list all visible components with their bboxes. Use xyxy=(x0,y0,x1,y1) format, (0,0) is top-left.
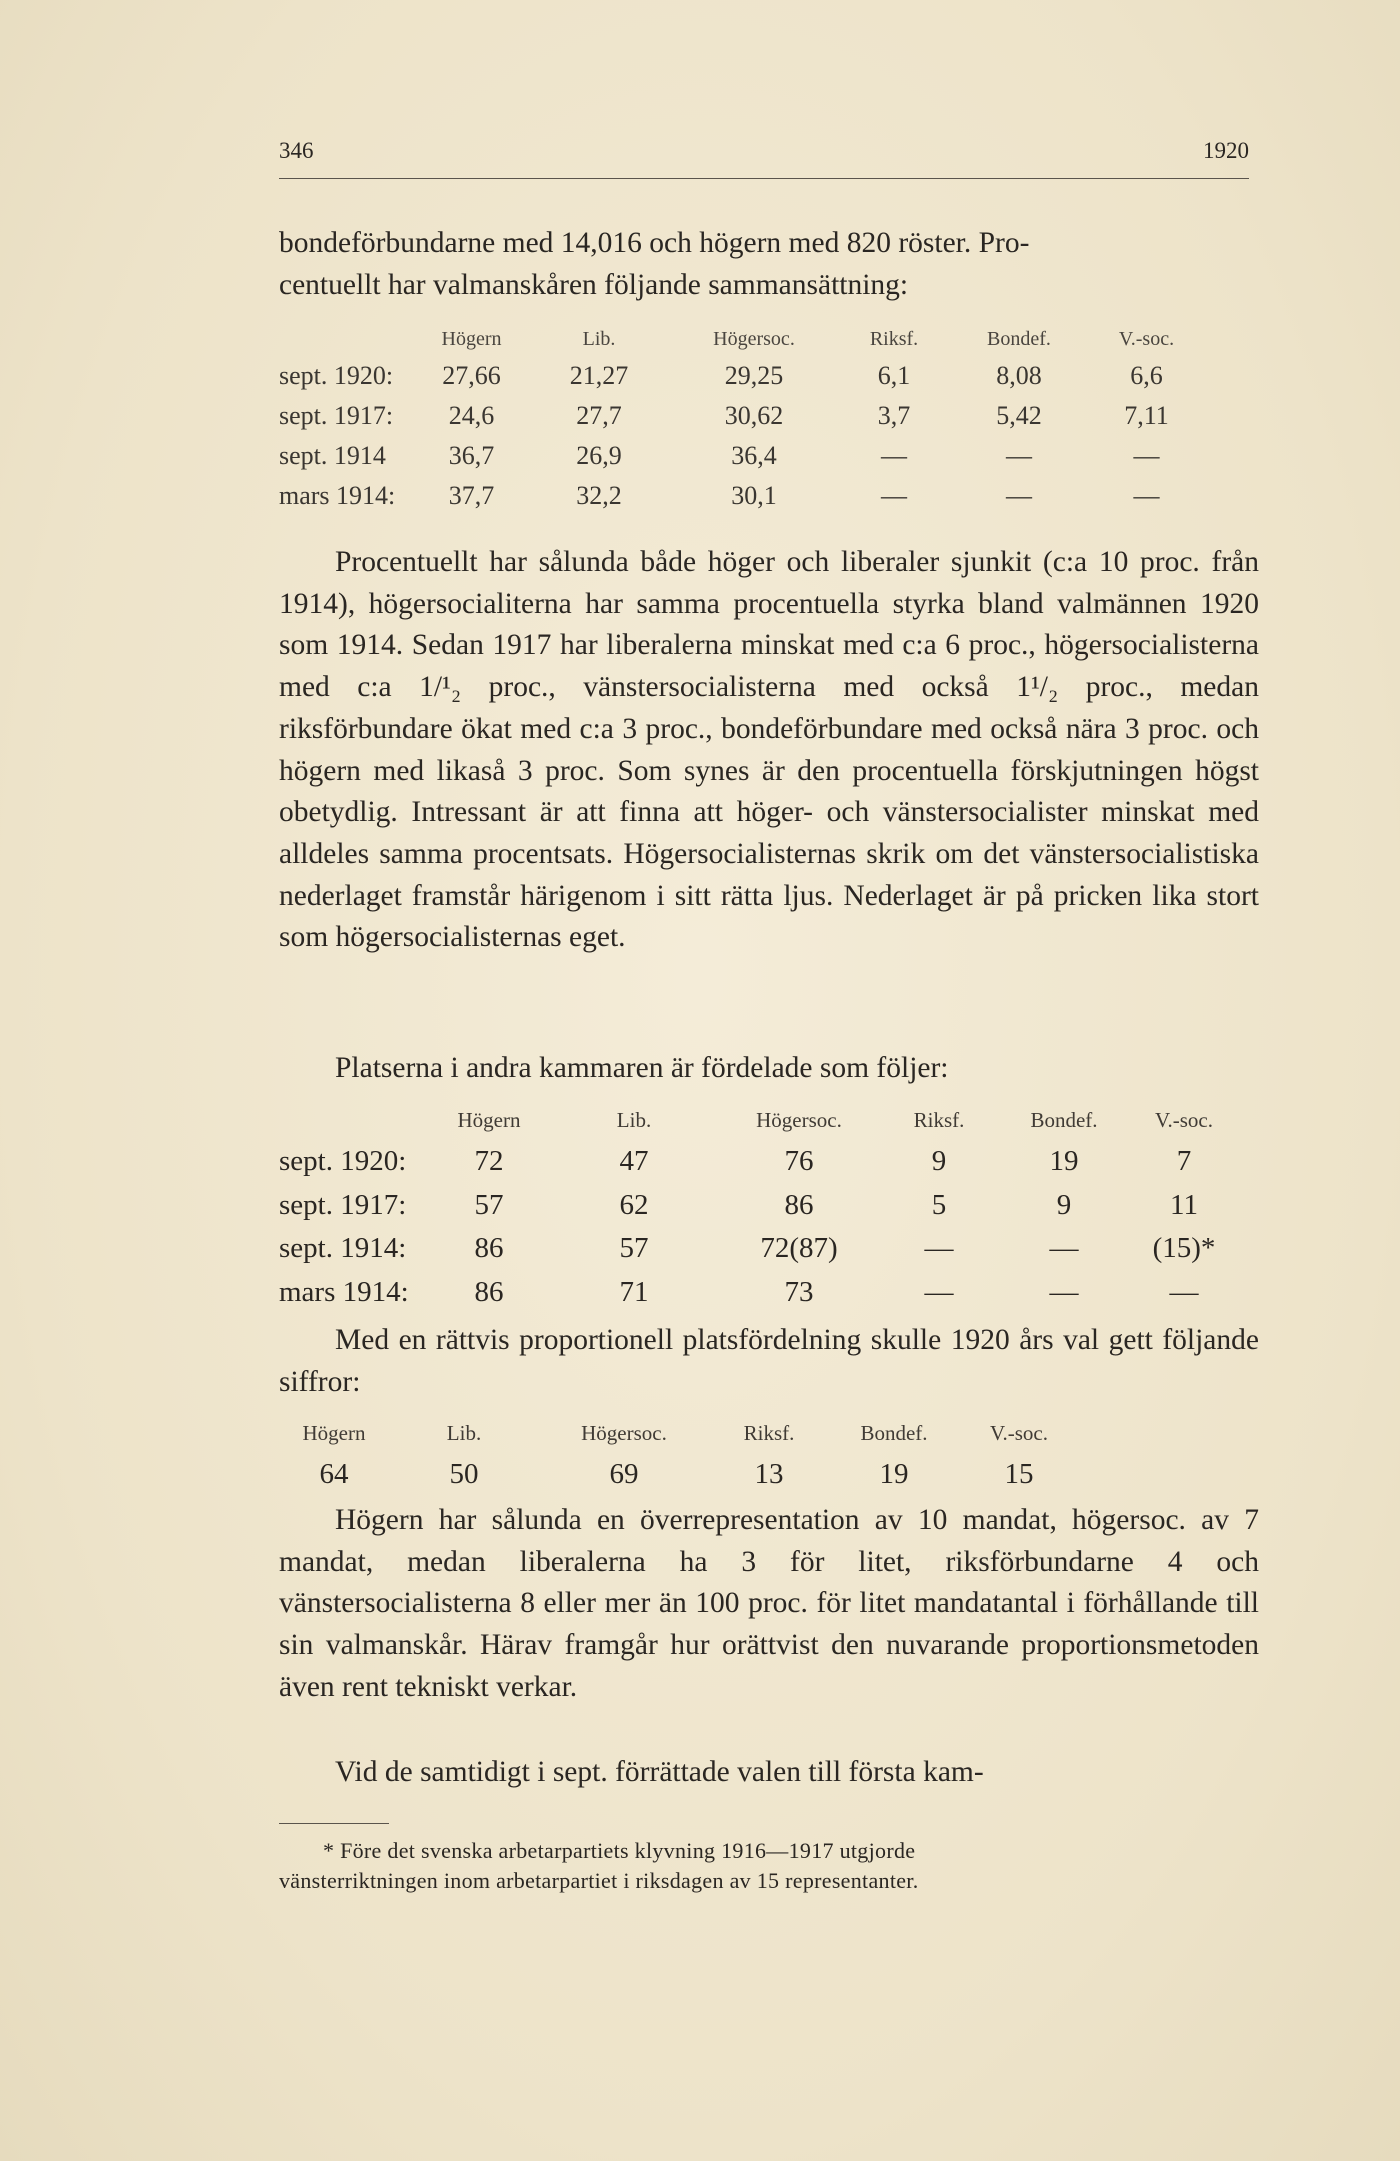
table-cell: 36,4 xyxy=(731,441,777,470)
table-cell: 57 xyxy=(474,1188,504,1221)
row-label: sept. 1920: xyxy=(279,1145,407,1178)
table-cell: — xyxy=(1133,441,1160,470)
table-row xyxy=(279,1140,1239,1184)
table-row xyxy=(279,356,1209,396)
proportional-table xyxy=(279,1413,1079,1495)
row-label: sept. 1917: xyxy=(279,401,394,430)
table-cell: 5 xyxy=(931,1188,947,1221)
table-cell: — xyxy=(881,441,907,470)
footnote-rule xyxy=(279,1823,389,1824)
paragraph-seats-intro: Platserna i andra kammaren är fördelade som följer: xyxy=(335,1052,949,1084)
seats-table xyxy=(279,1100,1239,1314)
paragraph-line: bondeförbundarne med 14,016 och högern med 820 röster. Pro- xyxy=(279,227,1030,259)
table-cell: 62 xyxy=(619,1188,649,1221)
table-header-cell: V.-soc. xyxy=(1118,327,1175,350)
footnote-line: * Före det svenska arbetarpartiets klyvning 1916—1917 utgjorde xyxy=(323,1838,916,1863)
table-cell: 30,62 xyxy=(724,401,784,430)
table-cell: — xyxy=(1006,441,1032,470)
table-cell: 8,08 xyxy=(996,361,1042,390)
paragraph-proportional: Med en rättvis proportionell platsfördelning skulle 1920 års val gett följande siffror: xyxy=(279,1324,1259,1398)
footnote xyxy=(279,1836,1269,1896)
table-header-cell: Högersoc. xyxy=(713,327,795,350)
table-cell: 71 xyxy=(619,1275,649,1308)
header-year: 1920 xyxy=(1203,138,1249,163)
table-cell: 76 xyxy=(784,1145,814,1178)
table-cell: 19 xyxy=(879,1457,909,1490)
table-header-cell: Bondef. xyxy=(1030,1107,1098,1132)
table-cell: 24,6 xyxy=(448,401,495,430)
table-header-row xyxy=(279,1413,1079,1453)
table-header-cell: Högersoc. xyxy=(581,1420,667,1445)
row-label: sept. 1914: xyxy=(279,1232,407,1265)
table-cell: 86 xyxy=(474,1232,504,1265)
table-header-cell: Riksf. xyxy=(869,327,919,350)
paragraph-analysis: Procentuellt har sålunda både höger och liberaler sjunkit (c:a 10 proc. från 1914), högersocialiterna har samma procentuella styrka bland valmännen 1920 som 1914. Sedan 1917 har liberalerna minskat med c:a 6 proc., högersocialisterna med c:a 1/¹₂ proc., vänstersocialisterna med också 1¹/₂ proc., medan riksförbundare ökat med c:a 3 proc., bondeförbundare med också nära 3 proc. och högern med likaså 3 proc. Som synes är den procentuella förskjutningen högst obetydlig. Intressant är att finna att höger- och vänstersocialister minskat med alldeles samma procentsats. Högersocialisternas skrik om det vänstersocialistiska nederlaget framstår härigenom i sitt rätta ljus. Nederlaget är på pricken lika stort som högersocialisternas eget. xyxy=(279,546,1259,954)
table-cell: 50 xyxy=(449,1457,479,1490)
table-cell: 13 xyxy=(754,1457,784,1490)
footnote-line: vänsterriktningen inom arbetarpartiet i riksdagen av 15 representanter. xyxy=(279,1868,919,1893)
paragraph-intro xyxy=(279,223,1259,306)
table-row xyxy=(279,1184,1239,1228)
table-header-row xyxy=(279,322,1209,356)
table-row xyxy=(279,396,1209,436)
table-cell: — xyxy=(924,1232,954,1265)
table-header-cell: Högern xyxy=(302,1420,366,1445)
page-header xyxy=(279,138,1249,179)
row-label: mars 1914: xyxy=(279,1275,409,1308)
table-cell: 19 xyxy=(1049,1145,1079,1178)
table-header-cell: V.-soc. xyxy=(990,1420,1048,1445)
table-cell: 72 xyxy=(474,1145,504,1178)
table-row xyxy=(279,1453,1079,1495)
table-header-row xyxy=(279,1100,1239,1140)
table-cell: 27,66 xyxy=(442,361,501,390)
table-row xyxy=(279,476,1209,516)
row-label: sept. 1917: xyxy=(279,1188,407,1221)
table-cell: 26,9 xyxy=(576,441,622,470)
paragraph-first-chamber: Vid de samtidigt i sept. förrättade valen till första kam- xyxy=(335,1756,984,1788)
row-label: mars 1914: xyxy=(279,481,396,510)
table-cell: 11 xyxy=(1170,1188,1198,1221)
table-header-cell: Bondef. xyxy=(860,1420,928,1445)
table-cell: 73 xyxy=(784,1275,814,1308)
table-cell: 47 xyxy=(619,1145,649,1178)
table-cell: 9 xyxy=(1056,1188,1072,1221)
table-cell: — xyxy=(1169,1275,1199,1308)
table-cell: 72(87) xyxy=(760,1232,838,1265)
table-row xyxy=(279,1227,1239,1271)
table-cell: — xyxy=(924,1275,954,1308)
table-cell: (15)* xyxy=(1152,1232,1216,1265)
table-cell: 6,1 xyxy=(877,361,911,390)
table-cell: 64 xyxy=(319,1457,349,1490)
table-cell: — xyxy=(1049,1275,1079,1308)
table-header-cell: Högern xyxy=(441,327,502,350)
table-cell: 86 xyxy=(784,1188,814,1221)
table-cell: 7 xyxy=(1176,1145,1192,1178)
percentage-table xyxy=(279,322,1209,516)
table-cell: 57 xyxy=(619,1232,649,1265)
table-header-cell xyxy=(279,1100,429,1140)
table-header-cell: Högern xyxy=(457,1107,521,1132)
table-header-cell: Lib. xyxy=(446,1420,482,1445)
table-cell: 6,6 xyxy=(1130,361,1163,390)
table-cell: 27,7 xyxy=(576,401,622,430)
table-cell: 30,1 xyxy=(731,481,777,510)
paragraph-line: centuellt har valmanskåren följande sammansättning: xyxy=(279,268,909,301)
table-row xyxy=(279,436,1209,476)
table-cell: 86 xyxy=(474,1275,504,1308)
table-header-cell: V.-soc. xyxy=(1155,1107,1213,1132)
table-header-cell xyxy=(279,322,419,356)
row-label: sept. 1920: xyxy=(279,361,394,390)
table-cell: — xyxy=(1049,1232,1079,1265)
table-cell: — xyxy=(881,481,907,510)
page-number: 346 xyxy=(279,138,314,163)
table-cell: 69 xyxy=(609,1457,639,1490)
table-header-cell: Högersoc. xyxy=(756,1107,842,1132)
paragraph-overrepresentation: Högern har sålunda en överrepresentation av 10 mandat, högersoc. av 7 mandat, medan liberalerna ha 3 för litet, riksförbundarne 4 och vänstersocialisterna 8 eller mer än 100 proc. för litet mandatantal i förhållande till sin valmanskår. Härav framgår hur orättvist den nuvarande proportionsmetoden även rent tekniskt verkar. xyxy=(279,1504,1259,1703)
table-cell: 21,27 xyxy=(569,361,629,390)
table-cell: 9 xyxy=(931,1145,947,1178)
table-cell: 3,7 xyxy=(877,401,911,430)
table-cell: 32,2 xyxy=(576,481,622,510)
table-cell: — xyxy=(1006,481,1032,510)
table-cell: — xyxy=(1133,481,1160,510)
table-header-cell: Riksf. xyxy=(913,1107,965,1132)
table-cell: 7,11 xyxy=(1124,401,1169,430)
table-header-cell: Lib. xyxy=(582,327,616,350)
table-cell: 29,25 xyxy=(724,361,784,390)
row-label: sept. 1914 xyxy=(279,441,386,470)
table-cell: 15 xyxy=(1004,1457,1034,1490)
table-cell: 5,42 xyxy=(996,401,1042,430)
table-cell: 37,7 xyxy=(448,481,495,510)
table-header-cell: Riksf. xyxy=(743,1420,795,1445)
table-cell: 36,7 xyxy=(448,441,495,470)
table-header-cell: Lib. xyxy=(616,1107,652,1132)
table-header-cell: Bondef. xyxy=(987,327,1051,350)
table-row xyxy=(279,1271,1239,1315)
